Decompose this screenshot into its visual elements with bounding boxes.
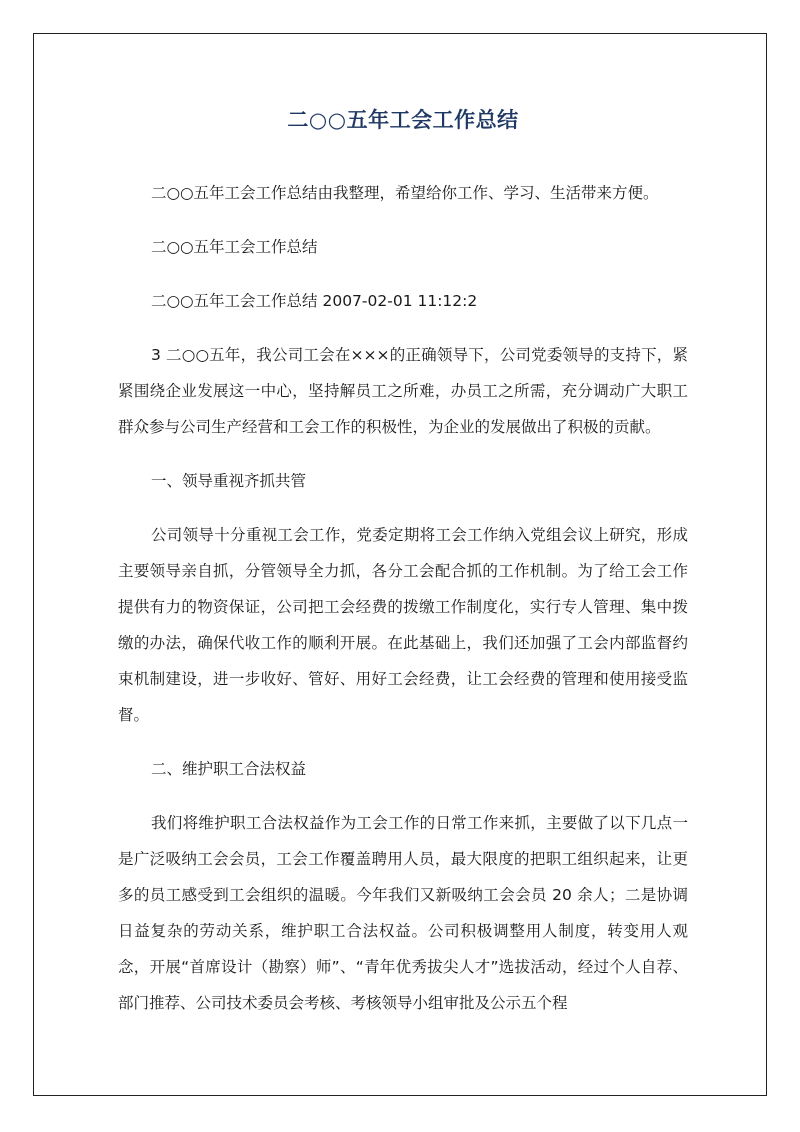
paragraph-leadership: 公司领导十分重视工会工作，党委定期将工会工作纳入党组会议上研究，形成主要领导亲自抓，分管领导全力抓，各分工会配合抓的工作机制。为了给工会工作提供有力的物资保证，公司把工会经费的拨缴工作制度化，实行专人管理、集中拨缴的办法，确保代收工作的顺利开展。在此基础上，我们还加强了工会内部监督约束机制建设，进一步收好、管好、用好工会经费，让工会经费的管理和使用接受监督。 — [118, 526, 688, 724]
section-heading-rights: 二、维护职工合法权益 — [151, 760, 307, 778]
paragraph-intro: 二○○五年工会工作总结由我整理，希望给你工作、学习、生活带来方便。 — [151, 184, 659, 202]
document-title: 二○○五年工会工作总结 — [287, 108, 519, 132]
paragraph-subtitle: 二○○五年工会工作总结 — [151, 238, 318, 256]
paragraph-rights: 我们将维护职工合法权益作为工会工作的日常工作来抓，主要做了以下几点一是广泛吸纳工会会员，工会工作覆盖聘用人员，最大限度的把职工组织起来，让更多的员工感受到工会组织的温暖。今年我们又新吸纳工会会员 20 余人；二是协调日益复杂的劳动关系，维护职工合法权益。公司积极调整用人制度，转变用人观念，开展“首席设计（勘察）师”、“青年优秀拔尖人才”选拔活动，经过个人自荐、部门推荐、公司技术委员会考核、考核领导小组审批及公示五个程 — [118, 814, 688, 1012]
section-heading-leadership: 一、领导重视齐抓共管 — [151, 472, 307, 490]
document-body — [118, 100, 688, 1039]
paragraph-overview: 3 二○○五年，我公司工会在×××的正确领导下，公司党委领导的支持下，紧紧围绕企业发展这一中心，坚持解员工之所难，办员工之所需，充分调动广大职工群众参与公司生产经营和工会工作的积极性，为企业的发展做出了积极的贡献。 — [118, 346, 688, 436]
paragraph-date-line: 二○○五年工会工作总结 2007-02-01 11:12:2 — [151, 292, 478, 310]
